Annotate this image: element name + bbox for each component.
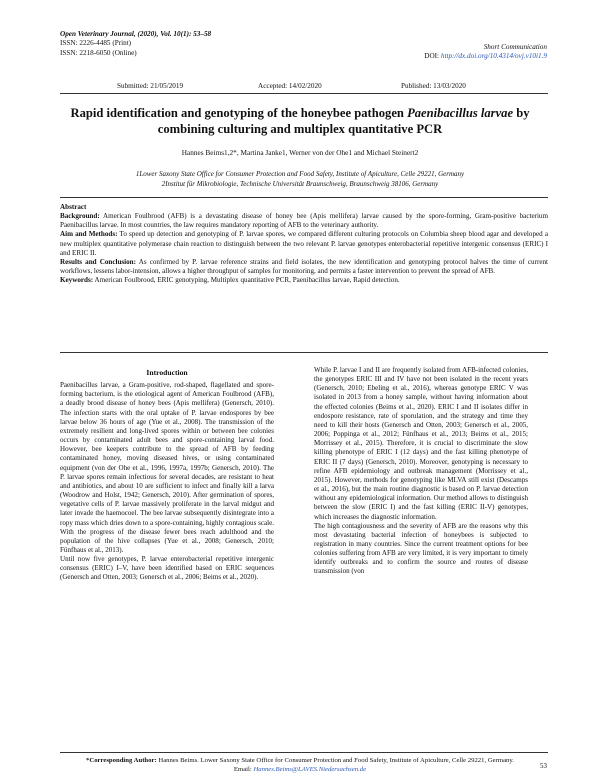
article-type: Short Communication — [483, 43, 547, 51]
keywords-label: Keywords: — [60, 276, 94, 285]
abstract-background — [60, 212, 548, 230]
title-text-2: by combining culturing and multiplex quantitative PCR — [157, 106, 530, 136]
results-label: Results and Conclusion: — [60, 257, 136, 266]
intro-paragraph-1: Paenibacillus larvae, a Gram-positive, rod-shaped, flagellated and spore-forming bacterium, is the etiological agent of American Foulbrood (AFB), a deadly brood disease of honey bees (Apis mellifera) (Genersch, 2010). The infection starts with the oral uptake of P. larvae endospores by bee larvae below 36 hours of age (Yue et al., 2008). The transmission of the extremely resilient and long-lived spores within or between bee colonies occurs by contaminated adult bees and spore-containing larval food. However, bee keepers contribute to the spread of AFB by feeding contaminated honey, moving diseased hives, or using contaminated equipment (von der Ohe et al., 1996, 1997a, 1997b; Genersch, 2010). The P. larvae spores remain infectious for several decades, are resistant to heat and antibiotics, and about 10 are sufficient to infect and finally kill a larva (Woodrow and Holst, 1942; Genersch, 2010). After germination of spores, vegetative cells of P. larvae massively proliferate in the larval midgut and later invade the haemocoel. The bee larvae subsequently disintegrate into a ropy mass which dries down to a spore-containing, highly contagious scale. With the progress of the disease fewer bees reach adulthood and the population of the hive collapses (Yue et al., 2008; Genersch, 2010; Fünfhaus et al., 2013). — [60, 381, 274, 554]
page-number: 53 — [540, 762, 547, 770]
results-text: As confirmed by P. larvae reference strains and field isolates, the new identification and genotyping protocol halves the time of current workflows, lessens labor-intension, allows a higher throughput of samples for monitoring, and permits a faster intervention to prevent the spread of AFB. — [60, 257, 548, 276]
abstract-keywords — [60, 276, 548, 285]
doi-line — [424, 52, 547, 61]
title-species: Paenibacillus larvae — [407, 106, 514, 120]
doi-link[interactable]: http://dx.doi.org/10.4314/ovj.v10i1.9 — [440, 52, 547, 61]
journal-citation: Open Veterinary Journal, (2020), Vol. 10(1): 53–58 — [60, 30, 212, 38]
abstract-aim — [60, 230, 548, 257]
affiliation-2: 2Institut für Mikrobiologie, Technische Universität Braunschweig, Braunschweig 38106, Germany — [161, 179, 439, 188]
submitted-date: Submitted: 21/05/2019 — [117, 82, 184, 90]
introduction-heading: Introduction — [146, 368, 188, 377]
corr-text: Hannes Beims. Lower Saxony State Office for Consumer Protection and Food Safety, Institute of Apiculture, Celle 29221, Germany. Email: — [156, 757, 514, 773]
title-text-1: Rapid identification and genotyping of the honeybee pathogen — [70, 106, 408, 120]
background-label: Background: — [60, 212, 100, 221]
corresponding-author — [80, 757, 520, 774]
author-list: Hannes Beims1,2*, Martina Janke1, Werner von der Ohe1 and Michael Steinert2 — [181, 148, 419, 157]
affiliation-1: 1Lower Saxony State Office for Consumer Protection and Food Safety, Institute of Apiculture, Celle 29221, Germany — [135, 170, 465, 178]
corr-label: *Corresponding Author: — [86, 757, 157, 764]
right-column — [314, 366, 528, 577]
affiliations — [0, 170, 600, 189]
accepted-date: Accepted: 14/02/2020 — [258, 82, 322, 90]
keywords-text: American Foulbrood, ERIC genotyping, Multiplex quantitative PCR, Paenibacillus larvae, Rapid detection. — [93, 276, 400, 285]
background-text: American Foulbrood (AFB) is a devastating disease of honey bee (Apis mellifera) larvae caused by the spore-forming, Gram-positive bacterium Paenibacillus larvae. In most countries, the law requires mandatory reporting of AFB to the veterinary authority. — [60, 212, 548, 230]
intro-paragraph-2: Until now five genotypes, P. larvae enterobacterial repetitive intergenic consensus (ERIC) I–V, have been identified based on ERIC sequences (Genersch and Otten, 2003; Genersch et al., 2006; Beims et al., 2020). — [60, 555, 274, 582]
article-title — [70, 106, 530, 138]
intro-paragraph-4: The high contagiousness and the severity of AFB are the reasons why this most devastating bacterial infection of honeybees is subjected to registration in many countries. Since the current treatment options for bee colonies suffering from AFB are very limited, it is very important to timely identify outbreaks and to confirm the source and routes of disease transmission (von — [314, 521, 528, 576]
left-column — [60, 368, 274, 583]
abstract-block — [60, 203, 548, 285]
abstract-top-divider — [60, 197, 548, 198]
header-divider — [60, 93, 548, 94]
aim-text: To speed up detection and genotyping of P. larvae spores, we compared different culturing protocols on Columbia sheep blood agar and developed a new multiplex quantitative polymerase chain reaction to distinguish between the two relevant P. larvae genotypes enterobacterial repetitive intergenic consensus (ERIC) I and ERIC II. — [60, 230, 548, 257]
journal-header — [60, 30, 211, 58]
intro-paragraph-3: While P. larvae I and II are frequently isolated from AFB-infected colonies, the genotypes ERIC III and IV have not been isolated in the recent years (Genersch, 2010; Ebeling et al., 2016), whereas genotype ERIC V was isolated in 2013 from a honey sample, without having information about the effected colonies (Beims et al., 2020). ERIC I and II isolates differ in endospore resistance, rate of sporulation, and the strategy and time they need to kill their hosts (Genersch and Otten, 2003; Genersch et al., 2005, 2006; Poppinga et al., 2012; Fünfhaus et al., 2013; Beims et al., 2015; Morrissey et al., 2015). Therefore, it is crucial to discriminate the slow killing phenotype of ERIC I (12 days) and the fast killing phenotype of ERIC II (7 days) (Genersch, 2010). Moreover, genotyping is necessary to refine AFB epidemiology and outbreak management (Morrissey et al., 2015). However, methods for genotyping like MLVA still exist (Descamps et al., 2016), but the main routine diagnostic is based on P. larvae detection without any epidemiological information. Our method allows to distinguish between the slow (ERIC I) and the fast killing (ERIC II-V) genotypes, which increases the diagnostic information. — [314, 366, 528, 521]
abstract-results — [60, 258, 548, 276]
issn-print: ISSN: 2226-4485 (Print) — [60, 39, 132, 48]
abstract-heading: Abstract — [60, 203, 87, 211]
doi-label: DOI: — [424, 52, 440, 61]
issn-online: ISSN: 2218-6050 (Online) — [60, 48, 137, 57]
corr-email-link[interactable]: Hannes.Beims@LAVES.Niedersachsen.de — [253, 765, 367, 773]
article-meta — [424, 43, 547, 62]
footer-divider — [60, 752, 548, 753]
published-date: Published: 13/03/2020 — [401, 82, 466, 90]
abstract-bottom-divider — [60, 352, 548, 353]
aim-label: Aim and Methods: — [60, 230, 118, 239]
